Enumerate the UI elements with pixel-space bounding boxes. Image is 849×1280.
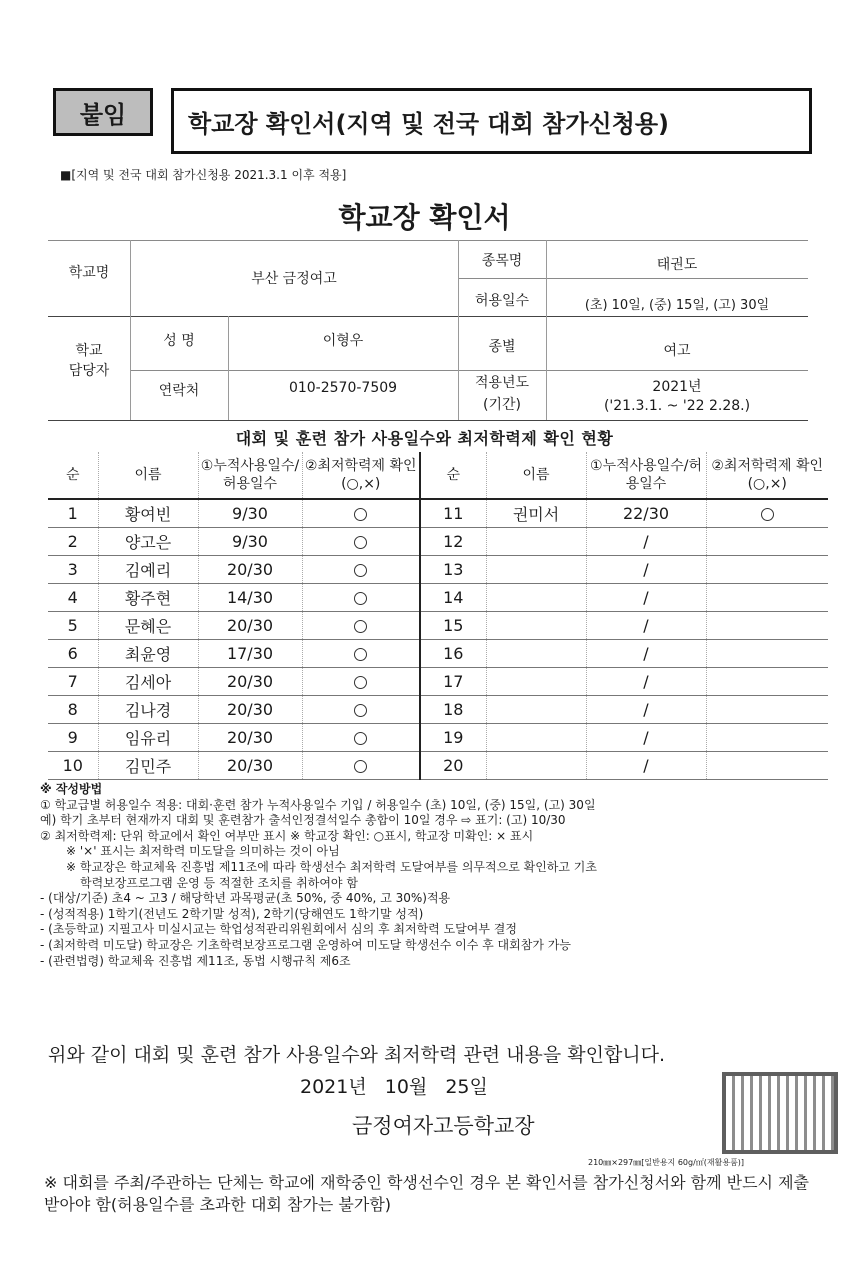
row-no: 9 bbox=[48, 724, 98, 752]
row-no: 6 bbox=[48, 640, 98, 668]
note-line: - (초등학교) 지필고사 미실시교는 학업성적관리위원회에서 심의 후 최저학력 도달여부 결정 bbox=[40, 922, 517, 937]
confirmed-circle-icon bbox=[354, 760, 367, 773]
footer-note: ※ 대회를 주최/주관하는 단체는 학교에 재학중인 학생선수인 경우 본 확인서를 참가신청서와 함께 반드시 제출받아야 함(허용일수를 초과한 대회 참가는 불가함) bbox=[44, 1173, 809, 1214]
row-name-right bbox=[486, 556, 586, 584]
row-no: 8 bbox=[48, 696, 98, 724]
confirmed-circle-icon bbox=[354, 508, 367, 521]
row-check-right bbox=[706, 528, 828, 556]
allowed-days-label: 허용일수 bbox=[474, 293, 530, 309]
row-days: 17/30 bbox=[198, 640, 302, 668]
row-no-right: 20 bbox=[420, 752, 486, 780]
name-value: 이형우 bbox=[322, 333, 364, 349]
school-value: 부산 금정여고 bbox=[251, 271, 337, 287]
row-days-right: / bbox=[586, 724, 706, 752]
principal-name: 금정여자고등학교장 bbox=[352, 1114, 535, 1138]
row-days: 20/30 bbox=[198, 556, 302, 584]
note-line: - (대상/기준) 초4 ~ 고3 / 해당학년 과목평균(초 50%, 중 40%, 고 30%)적용 bbox=[40, 891, 451, 906]
row-name: 황주현 bbox=[98, 584, 198, 612]
row-name: 김민주 bbox=[98, 752, 198, 780]
event-value: 여고 bbox=[663, 343, 691, 359]
col-no-header: 순 bbox=[48, 452, 98, 499]
row-days: 20/30 bbox=[198, 752, 302, 780]
row-check bbox=[302, 640, 420, 668]
note-line: - (최저학력 미도달) 학교장은 기초학력보장프로그램 운영하여 미도달 학생선수 이수 후 대회참가 가능 bbox=[40, 937, 571, 952]
attachment-label: 붙임 bbox=[53, 88, 153, 136]
confirmed-circle-icon bbox=[354, 536, 367, 549]
row-no: 2 bbox=[48, 528, 98, 556]
row-days-right: / bbox=[586, 528, 706, 556]
row-days: 20/30 bbox=[198, 612, 302, 640]
row-check bbox=[302, 528, 420, 556]
row-check-right bbox=[706, 584, 828, 612]
sport-label: 종목명 bbox=[481, 253, 523, 269]
table-title: 대회 및 훈련 참가 사용일수와 최저학력제 확인 현황 bbox=[235, 429, 614, 448]
row-days-right: / bbox=[586, 612, 706, 640]
confirmed-circle-icon bbox=[354, 648, 367, 661]
row-check bbox=[302, 752, 420, 780]
table-row bbox=[48, 668, 828, 696]
note-line: 예) 학기 초부터 현재까지 대회 및 훈련참가 출석인정결석일수 총합이 10일 경우 ⇨ 표기: (고) 10/30 bbox=[40, 813, 566, 828]
row-days-right: / bbox=[586, 640, 706, 668]
note-line: ※ 학교장은 학교체육 진흥법 제11조에 따라 학생선수 최저학력 도달여부를 의무적으로 확인하고 기초 bbox=[66, 859, 597, 874]
row-check-right bbox=[706, 752, 828, 780]
confirmed-circle-icon bbox=[354, 564, 367, 577]
row-check bbox=[302, 724, 420, 752]
row-days: 20/30 bbox=[198, 668, 302, 696]
date-month: 10월 bbox=[384, 1076, 428, 1098]
row-no-right: 17 bbox=[420, 668, 486, 696]
row-name: 최윤영 bbox=[98, 640, 198, 668]
row-days: 20/30 bbox=[198, 724, 302, 752]
confirmed-circle-icon bbox=[761, 508, 774, 521]
row-days-right: / bbox=[586, 696, 706, 724]
row-no: 3 bbox=[48, 556, 98, 584]
school-seal-stamp bbox=[722, 1072, 838, 1154]
row-no: 4 bbox=[48, 584, 98, 612]
table-row bbox=[48, 640, 828, 668]
table-row bbox=[48, 696, 828, 724]
row-no-right: 18 bbox=[420, 696, 486, 724]
col-check-header: ②최저학력제 확인(○,×) bbox=[302, 452, 420, 499]
row-days-right: / bbox=[586, 752, 706, 780]
row-days: 20/30 bbox=[198, 696, 302, 724]
manager-label-1: 학교 bbox=[75, 343, 103, 359]
row-days: 9/30 bbox=[198, 499, 302, 528]
col-name-header-right: 이름 bbox=[486, 452, 586, 499]
row-no-right: 15 bbox=[420, 612, 486, 640]
row-check bbox=[302, 668, 420, 696]
row-no-right: 19 bbox=[420, 724, 486, 752]
col-days-header-right: ①누적사용일수/허용일수 bbox=[586, 452, 706, 499]
row-name-right bbox=[486, 752, 586, 780]
row-name-right bbox=[486, 724, 586, 752]
row-name-right bbox=[486, 584, 586, 612]
confirmed-circle-icon bbox=[354, 732, 367, 745]
row-name-right bbox=[486, 612, 586, 640]
contact-label: 연락처 bbox=[158, 383, 200, 399]
col-days-header: ①누적사용일수/허용일수 bbox=[198, 452, 302, 499]
contact-value: 010-2570-7509 bbox=[288, 380, 398, 396]
row-days-right: 22/30 bbox=[586, 499, 706, 528]
table-row bbox=[48, 724, 828, 752]
row-check-right bbox=[706, 724, 828, 752]
row-no: 10 bbox=[48, 752, 98, 780]
row-name: 황여빈 bbox=[98, 499, 198, 528]
row-days-right: / bbox=[586, 584, 706, 612]
row-no: 1 bbox=[48, 499, 98, 528]
applies-note: ■[지역 및 전국 대회 참가신청용 2021.3.1 이후 적용] bbox=[60, 168, 347, 182]
confirmed-circle-icon bbox=[354, 704, 367, 717]
table-row bbox=[48, 556, 828, 584]
allowed-days-value: (초) 10일, (중) 15일, (고) 30일 bbox=[584, 298, 770, 313]
note-line: - (성적적용) 1학기(전년도 2학기말 성적), 2학기(당해연도 1학기말 성적) bbox=[40, 906, 424, 921]
confirmed-circle-icon bbox=[354, 676, 367, 689]
note-line: 학력보장프로그램 운영 등 적절한 조치를 취하여야 함 bbox=[80, 875, 358, 890]
row-no-right: 11 bbox=[420, 499, 486, 528]
table-row bbox=[48, 612, 828, 640]
confirmation-statement: 위와 같이 대회 및 훈련 참가 사용일수와 최저학력 관련 내용을 확인합니다. bbox=[48, 1044, 666, 1066]
row-name: 문혜은 bbox=[98, 612, 198, 640]
row-check bbox=[302, 612, 420, 640]
row-check-right bbox=[706, 556, 828, 584]
name-label: 성 명 bbox=[163, 333, 195, 349]
confirmed-circle-icon bbox=[354, 592, 367, 605]
year-value-1: 2021년 bbox=[652, 379, 702, 395]
row-no-right: 14 bbox=[420, 584, 486, 612]
note-line: ※ '×' 표시는 최저학력 미도달을 의미하는 것이 아님 bbox=[66, 844, 340, 859]
row-check bbox=[302, 499, 420, 528]
note-line: ※ 작성방법 bbox=[40, 782, 103, 796]
row-name: 김예리 bbox=[98, 556, 198, 584]
col-name-header: 이름 bbox=[98, 452, 198, 499]
date-day: 25일 bbox=[445, 1076, 488, 1098]
year-label-2: (기간) bbox=[483, 397, 521, 413]
note-line: - (관련법령) 학교체육 진흥법 제11조, 동법 시행규칙 제6조 bbox=[40, 953, 351, 968]
table-row bbox=[48, 752, 828, 780]
event-label: 종별 bbox=[488, 339, 516, 355]
row-days: 14/30 bbox=[198, 584, 302, 612]
row-check-right bbox=[706, 612, 828, 640]
row-check-right bbox=[706, 640, 828, 668]
table-row bbox=[48, 584, 828, 612]
year-value-2: ('21.3.1. ~ '22 2.28.) bbox=[603, 398, 751, 414]
sport-value: 태권도 bbox=[656, 257, 698, 273]
table-row bbox=[48, 499, 828, 528]
date-year: 2021년 bbox=[300, 1076, 367, 1098]
table-row bbox=[48, 528, 828, 556]
row-no-right: 13 bbox=[420, 556, 486, 584]
info-section bbox=[48, 240, 808, 420]
row-no-right: 12 bbox=[420, 528, 486, 556]
row-no: 7 bbox=[48, 668, 98, 696]
document-title: 학교장 확인서 bbox=[338, 201, 511, 234]
writing-instructions bbox=[40, 782, 830, 969]
row-name: 양고은 bbox=[98, 528, 198, 556]
usage-table bbox=[48, 452, 828, 780]
paper-spec: 210㎜×297㎜[일반용지 60g/㎡(재활용품)] bbox=[588, 1158, 745, 1167]
note-line: ① 학교급별 허용일수 적용: 대회·훈련 참가 누적사용일수 기입 / 허용일수 (초) 10일, (중) 15일, (고) 30일 bbox=[40, 797, 596, 812]
header-title: 학교장 확인서(지역 및 전국 대회 참가신청용) bbox=[171, 88, 812, 154]
row-name-right: 권미서 bbox=[486, 499, 586, 528]
row-check-right bbox=[706, 696, 828, 724]
school-label: 학교명 bbox=[68, 265, 110, 281]
row-check bbox=[302, 584, 420, 612]
row-name-right bbox=[486, 668, 586, 696]
row-check bbox=[302, 556, 420, 584]
col-no-header-right: 순 bbox=[420, 452, 486, 499]
manager-label-2: 담당자 bbox=[68, 363, 110, 379]
row-name: 김나경 bbox=[98, 696, 198, 724]
row-days: 9/30 bbox=[198, 528, 302, 556]
row-check-right bbox=[706, 668, 828, 696]
table-header-row bbox=[48, 452, 828, 499]
row-check-right bbox=[706, 499, 828, 528]
note-line: ② 최저학력제: 단위 학교에서 확인 여부만 표시 ※ 학교장 확인: ○표시, 학교장 미확인: × 표시 bbox=[40, 828, 534, 843]
row-no-right: 16 bbox=[420, 640, 486, 668]
row-check bbox=[302, 696, 420, 724]
confirmed-circle-icon bbox=[354, 620, 367, 633]
row-days-right: / bbox=[586, 556, 706, 584]
row-no: 5 bbox=[48, 612, 98, 640]
row-name-right bbox=[486, 696, 586, 724]
row-name-right bbox=[486, 528, 586, 556]
row-name: 김세아 bbox=[98, 668, 198, 696]
confirmation-date bbox=[300, 1072, 488, 1099]
year-label-1: 적용년도 bbox=[474, 375, 530, 391]
col-check-header-right: ②최저학력제 확인(○,×) bbox=[706, 452, 828, 499]
row-name-right bbox=[486, 640, 586, 668]
row-name: 임유리 bbox=[98, 724, 198, 752]
row-days-right: / bbox=[586, 668, 706, 696]
